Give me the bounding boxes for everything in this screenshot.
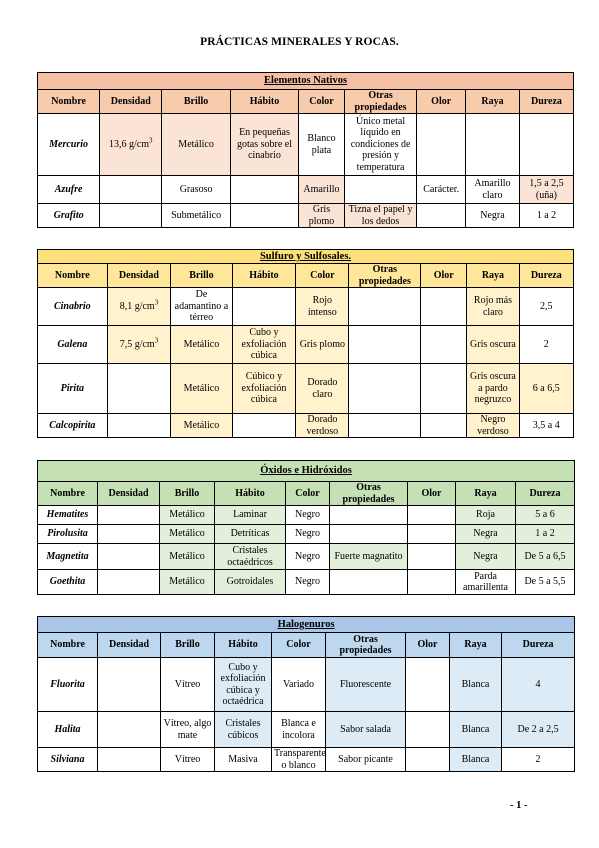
column-header-dureza: Dureza <box>519 264 573 288</box>
table-row <box>38 712 575 748</box>
page-number: - 1 - <box>510 800 528 811</box>
column-header-densidad: Densidad <box>98 633 161 658</box>
cell-densidad <box>98 544 160 570</box>
cell-raya <box>466 114 520 176</box>
cell-habito: Detríticas <box>215 525 286 544</box>
cell-otras-propiedades <box>349 364 421 414</box>
cell-brillo: Metálico <box>171 414 232 438</box>
cell-brillo: De adamantino a térreo <box>171 288 232 326</box>
table-oxidos-e-hidroxidos <box>37 460 575 595</box>
cell-olor <box>417 114 466 176</box>
cell-color: Gris plomo <box>299 204 345 228</box>
cell-brillo: Metálico <box>160 506 215 525</box>
cell-dureza <box>519 114 573 176</box>
column-header-densidad: Densidad <box>98 482 160 506</box>
cell-otras-propiedades: Único metal líquido en condiciones de presión y temperatura <box>344 114 417 176</box>
cell-color: Negro <box>286 570 330 595</box>
cell-nombre: Mercurio <box>38 114 100 176</box>
cell-olor <box>408 506 456 525</box>
column-header-nombre: Nombre <box>38 482 98 506</box>
cell-densidad <box>100 204 162 228</box>
cell-color: Amarillo <box>299 176 345 204</box>
cell-habito: Cubo y exfoliación cúbica y octaédrica <box>215 658 272 712</box>
cell-nombre: Pirolusita <box>38 525 98 544</box>
section-title: Elementos Nativos <box>38 73 574 90</box>
cell-olor <box>421 414 467 438</box>
column-header-densidad: Densidad <box>107 264 171 288</box>
page-title: PRÁCTICAS MINERALES Y ROCAS. <box>200 36 399 48</box>
section-title: Óxidos e Hidróxidos <box>38 461 575 482</box>
cell-olor <box>406 712 450 748</box>
cell-dureza: 2,5 <box>519 288 573 326</box>
table-row <box>38 414 574 438</box>
column-header-dureza: Dureza <box>519 90 573 114</box>
column-header-dureza: Dureza <box>502 633 575 658</box>
cell-otras-propiedades <box>330 525 408 544</box>
cell-color: Negro <box>286 544 330 570</box>
table-row <box>38 176 574 204</box>
cell-raya: Amarillo claro <box>466 176 520 204</box>
cell-densidad <box>107 414 171 438</box>
cell-densidad <box>98 506 160 525</box>
cell-habito: Masiva <box>215 748 272 772</box>
cell-olor <box>421 364 467 414</box>
cell-color: Rojo intenso <box>296 288 349 326</box>
cell-raya: Blanca <box>450 712 502 748</box>
column-header-color: Color <box>286 482 330 506</box>
column-header-olor: Olor <box>406 633 450 658</box>
cell-color: Transparente o blanco <box>272 748 326 772</box>
cell-brillo: Metálico <box>162 114 230 176</box>
cell-raya: Rojo más claro <box>467 288 519 326</box>
column-header-raya: Raya <box>450 633 502 658</box>
cell-dureza: 3,5 a 4 <box>519 414 573 438</box>
cell-habito <box>230 204 298 228</box>
cell-otras-propiedades: Tizna el papel y los dedos <box>344 204 417 228</box>
column-header-densidad: Densidad <box>100 90 162 114</box>
cell-brillo: Grasoso <box>162 176 230 204</box>
cell-raya: Negra <box>466 204 520 228</box>
cell-color: Gris plomo <box>296 326 349 364</box>
section-title: Halogenuros <box>38 617 575 633</box>
cell-otras-propiedades: Sabor picante <box>326 748 406 772</box>
cell-otras-propiedades <box>349 326 421 364</box>
column-header-color: Color <box>299 90 345 114</box>
cell-habito: Laminar <box>215 506 286 525</box>
cell-densidad <box>98 748 161 772</box>
cell-raya: Gris oscura a pardo negruzco <box>467 364 519 414</box>
cell-brillo: Metálico <box>171 364 232 414</box>
cell-brillo: Vítreo <box>161 658 215 712</box>
cell-olor <box>408 570 456 595</box>
section-title: Sulfuro y Sulfosales. <box>38 250 574 264</box>
cell-densidad <box>100 176 162 204</box>
cell-nombre: Cinabrio <box>38 288 108 326</box>
table-row <box>38 506 575 525</box>
cell-olor <box>421 288 467 326</box>
cell-raya: Blanca <box>450 658 502 712</box>
cell-otras-propiedades: Sabor salada <box>326 712 406 748</box>
table-row <box>38 658 575 712</box>
cell-nombre: Hematites <box>38 506 98 525</box>
cell-nombre: Fluorita <box>38 658 98 712</box>
cell-raya: Negra <box>456 525 516 544</box>
column-header-habito: Hábito <box>232 264 296 288</box>
cell-color: Variado <box>272 658 326 712</box>
column-header-brillo: Brillo <box>162 90 230 114</box>
cell-habito: Gotroidales <box>215 570 286 595</box>
cell-raya: Negra <box>456 544 516 570</box>
cell-densidad <box>98 570 160 595</box>
cell-nombre: Goethita <box>38 570 98 595</box>
cell-olor <box>421 326 467 364</box>
column-header-raya: Raya <box>467 264 519 288</box>
column-header-otras-propiedades: Otras propiedades <box>344 90 417 114</box>
cell-nombre: Pirita <box>38 364 108 414</box>
cell-otras-propiedades <box>330 570 408 595</box>
cell-otras-propiedades <box>344 176 417 204</box>
cell-dureza: De 5 a 6,5 <box>516 544 575 570</box>
cell-color: Negro <box>286 506 330 525</box>
cell-nombre: Silviana <box>38 748 98 772</box>
table-row <box>38 570 575 595</box>
cell-brillo: Metálico <box>160 525 215 544</box>
cell-densidad <box>98 658 161 712</box>
table-halogenuros <box>37 616 575 772</box>
cell-color: Blanco plata <box>299 114 345 176</box>
cell-raya: Negro verdoso <box>467 414 519 438</box>
cell-densidad: 7,5 $g/cm^3$ <box>107 326 171 364</box>
column-header-olor: Olor <box>417 90 466 114</box>
cell-color: Negro <box>286 525 330 544</box>
cell-densidad <box>107 364 171 414</box>
table-row <box>38 364 574 414</box>
cell-densidad <box>98 712 161 748</box>
cell-nombre: Azufre <box>38 176 100 204</box>
cell-brillo: Vítreo, algo mate <box>161 712 215 748</box>
cell-dureza: 1,5 a 2,5 (uña) <box>519 176 573 204</box>
column-header-olor: Olor <box>421 264 467 288</box>
cell-nombre: Grafito <box>38 204 100 228</box>
column-header-raya: Raya <box>456 482 516 506</box>
cell-dureza: 1 a 2 <box>516 525 575 544</box>
cell-color: Blanca e incolora <box>272 712 326 748</box>
table-sulfuro-y-sulfosales <box>37 249 574 438</box>
cell-dureza: 2 <box>519 326 573 364</box>
cell-dureza: 6 a 6,5 <box>519 364 573 414</box>
column-header-brillo: Brillo <box>160 482 215 506</box>
cell-nombre: Galena <box>38 326 108 364</box>
cell-habito: Cristales cúbicos <box>215 712 272 748</box>
cell-habito: Cubo y exfoliación cúbica <box>232 326 296 364</box>
cell-raya: Roja <box>456 506 516 525</box>
cell-otras-propiedades: Fuerte magnatito <box>330 544 408 570</box>
column-header-otras-propiedades: Otras propiedades <box>326 633 406 658</box>
cell-densidad <box>98 525 160 544</box>
cell-olor <box>406 748 450 772</box>
column-header-brillo: Brillo <box>171 264 232 288</box>
cell-olor <box>408 525 456 544</box>
column-header-dureza: Dureza <box>516 482 575 506</box>
cell-habito <box>230 176 298 204</box>
table-row <box>38 525 575 544</box>
column-header-nombre: Nombre <box>38 90 100 114</box>
cell-brillo: Vítreo <box>161 748 215 772</box>
column-header-color: Color <box>272 633 326 658</box>
cell-habito: Cúbico y exfoliación cúbica <box>232 364 296 414</box>
cell-otras-propiedades <box>330 506 408 525</box>
cell-nombre: Halita <box>38 712 98 748</box>
cell-dureza: De 2 a 2,5 <box>502 712 575 748</box>
cell-brillo: Metálico <box>160 544 215 570</box>
cell-densidad: 8,1 $g/cm^3$ <box>107 288 171 326</box>
table-row <box>38 326 574 364</box>
column-header-otras-propiedades: Otras propiedades <box>349 264 421 288</box>
column-header-habito: Hábito <box>215 482 286 506</box>
column-header-raya: Raya <box>466 90 520 114</box>
column-header-olor: Olor <box>408 482 456 506</box>
cell-habito <box>232 288 296 326</box>
column-header-color: Color <box>296 264 349 288</box>
column-header-nombre: Nombre <box>38 264 108 288</box>
cell-nombre: Calcopirita <box>38 414 108 438</box>
cell-nombre: Magnetita <box>38 544 98 570</box>
cell-color: Dorado claro <box>296 364 349 414</box>
cell-otras-propiedades <box>349 288 421 326</box>
table-row <box>38 114 574 176</box>
cell-densidad: 13,6 $g/cm^3$ <box>100 114 162 176</box>
cell-dureza: 1 a 2 <box>519 204 573 228</box>
cell-raya: Blanca <box>450 748 502 772</box>
table-row <box>38 748 575 772</box>
cell-dureza: 5 a 6 <box>516 506 575 525</box>
table-row <box>38 288 574 326</box>
cell-habito: Cristales octaédricos <box>215 544 286 570</box>
cell-raya: Parda amarillenta <box>456 570 516 595</box>
cell-olor <box>408 544 456 570</box>
cell-olor: Carácter. <box>417 176 466 204</box>
cell-color: Dorado verdoso <box>296 414 349 438</box>
table-elementos-nativos <box>37 72 574 228</box>
cell-brillo: Metálico <box>171 326 232 364</box>
column-header-nombre: Nombre <box>38 633 98 658</box>
cell-dureza: 2 <box>502 748 575 772</box>
column-header-brillo: Brillo <box>161 633 215 658</box>
column-header-otras-propiedades: Otras propiedades <box>330 482 408 506</box>
cell-brillo: Submetálico <box>162 204 230 228</box>
cell-raya: Gris oscura <box>467 326 519 364</box>
cell-habito <box>232 414 296 438</box>
column-header-habito: Hábito <box>215 633 272 658</box>
cell-olor <box>406 658 450 712</box>
cell-otras-propiedades: Fluorescente <box>326 658 406 712</box>
table-row <box>38 204 574 228</box>
table-row <box>38 544 575 570</box>
cell-brillo: Metálico <box>160 570 215 595</box>
cell-habito: En pequeñas gotas sobre el cinabrio <box>230 114 298 176</box>
cell-dureza: 4 <box>502 658 575 712</box>
cell-dureza: De 5 a 5,5 <box>516 570 575 595</box>
column-header-habito: Hábito <box>230 90 298 114</box>
cell-otras-propiedades <box>349 414 421 438</box>
cell-olor <box>417 204 466 228</box>
